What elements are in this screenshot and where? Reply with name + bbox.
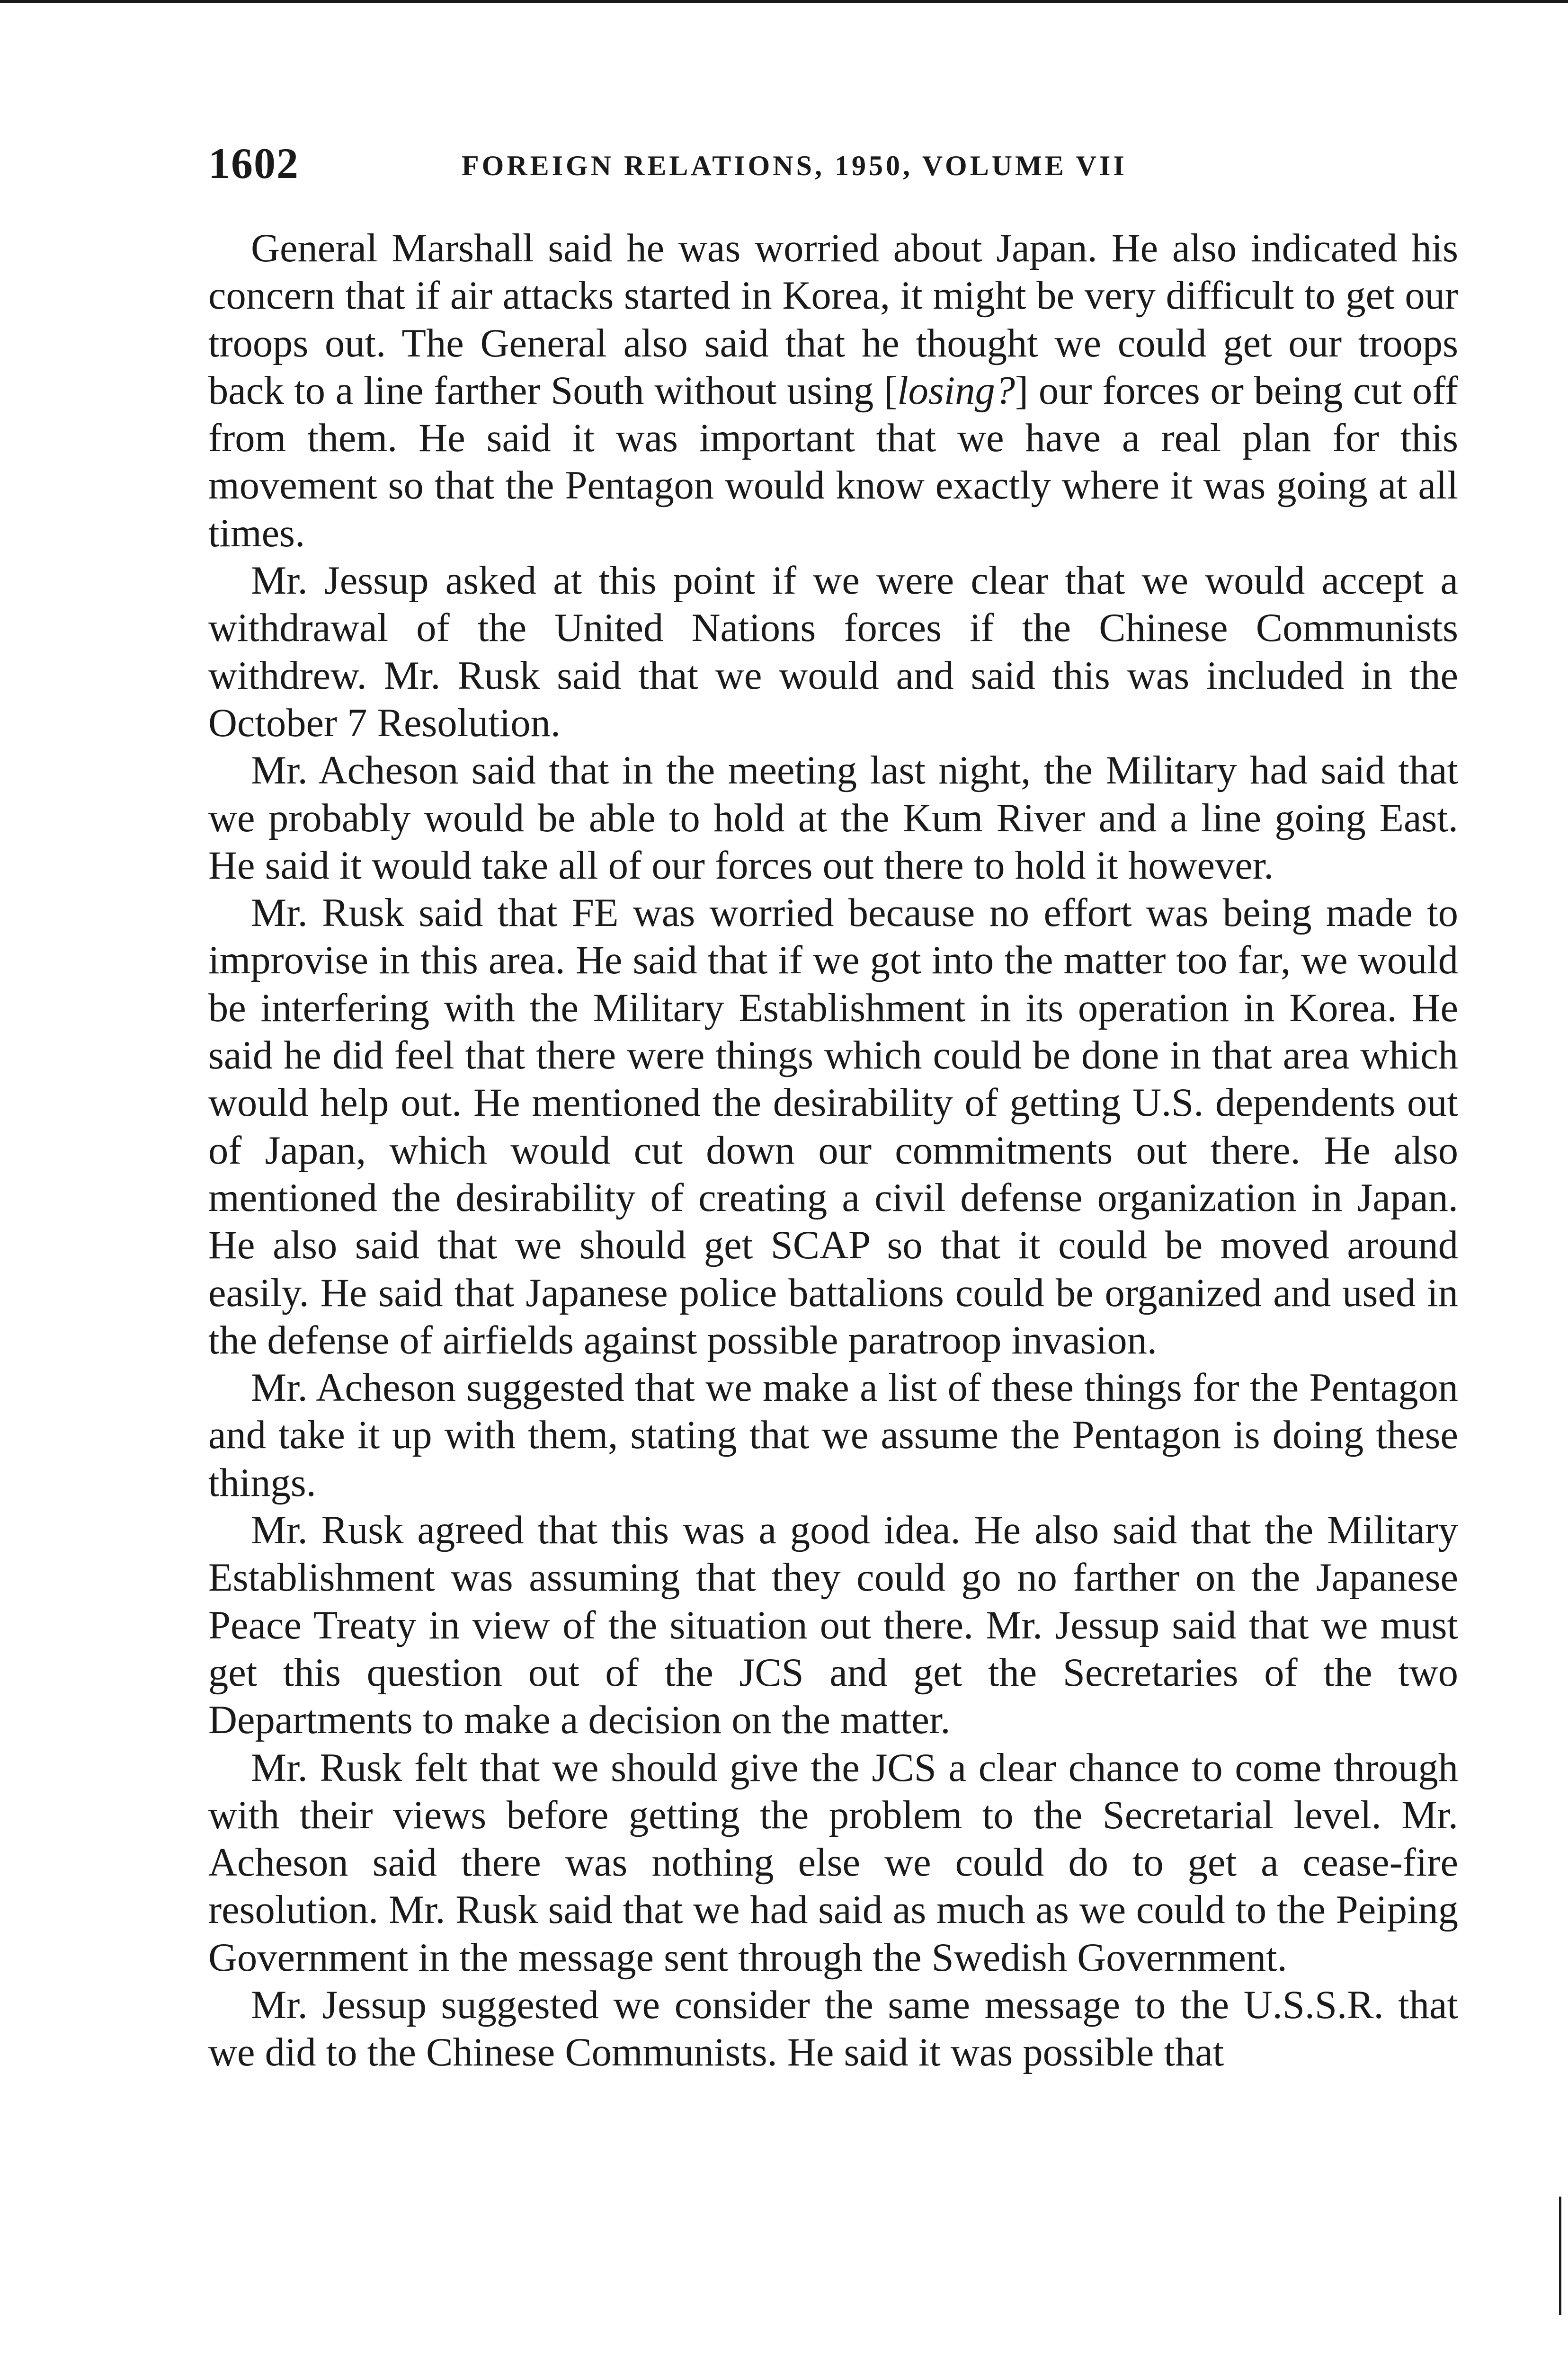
paragraph-text: ] our forces or being cut off from them. He said it was important that we have a real plan for this movement so that the Pentagon would know exactly where it was going at all times. bbox=[208, 368, 1459, 555]
editorial-insertion: losing? bbox=[897, 368, 1016, 413]
body-text bbox=[208, 225, 1458, 2077]
scan-top-border bbox=[0, 0, 1568, 3]
paragraph-rusk-fe: Mr. Rusk said that FE was worried because no effort was being made to improvise in this area. He said that if we got into the matter too far, we would be interfering with the Military Establishment in its operation in Korea. He said he did feel that there were things which could be done in that area which would help out. He mentioned the desirability of getting U.S. dependents out of Japan, which would cut down our commitments out there. He also mentioned the desirability of creating a civil defense organization in Japan. He also said that we should get SCAP so that it could be moved around easily. He said that Japanese police battalions could be organized and used in the defense of airfields against possible paratroop invasion. bbox=[208, 891, 1458, 1362]
page-number: 1602 bbox=[208, 139, 299, 187]
paragraph-marshall bbox=[208, 225, 1458, 557]
paragraph-text: General Marshall said he was worried about Japan. He also indicated his concern that if air attacks started in Korea, it might be very difficult to get our troops out. The General also said that he thought we could get our troops back to a line farther South without using [ bbox=[208, 226, 1458, 413]
paragraph-jessup-ussr: Mr. Jessup suggested we consider the same message to the U.S.S.R. that we did to the Chinese Communists. He said it was possible that bbox=[208, 1983, 1458, 2075]
paragraph-rusk-jcs: Mr. Rusk felt that we should give the JCS a clear chance to come through with their views before getting the problem to the Secretarial level. Mr. Acheson said there was nothing else we could do to get a cease-fire resolution. Mr. Rusk said that we had said as much as we could to the Peiping Government in the message sent through the Swedish Government. bbox=[208, 1745, 1458, 1980]
paragraph-rusk-peace-treaty: Mr. Rusk agreed that this was a good idea. He also said that the Military Establishment was assuming that they could go no farther on the Japanese Peace Treaty in view of the situation out there. Mr. Jessup said that we must get this question out of the JCS and get the Secretaries of the two Departments to make a decision on the matter. bbox=[208, 1508, 1458, 1743]
paragraph-jessup-withdrawal: Mr. Jessup asked at this point if we were clear that we would accept a withdrawal of the United Nations forces if the Chinese Communists withdrew. Mr. Rusk said that we would and said this was included in the October 7 Resolution. bbox=[208, 559, 1458, 745]
paragraph-acheson-list: Mr. Acheson suggested that we make a list of these things for the Pentagon and take it up with them, stating that we assume the Pentagon is doing these things. bbox=[208, 1366, 1458, 1505]
paragraph-acheson-kum-river: Mr. Acheson said that in the meeting last night, the Military had said that we probably would be able to hold at the Kum River and a line going East. He said it would take all of our forces out there to hold it however. bbox=[208, 748, 1458, 888]
running-head: FOREIGN RELATIONS, 1950, VOLUME VII bbox=[462, 150, 1127, 181]
scan-edge-mark bbox=[1559, 2197, 1561, 2315]
page-header bbox=[208, 137, 1458, 194]
